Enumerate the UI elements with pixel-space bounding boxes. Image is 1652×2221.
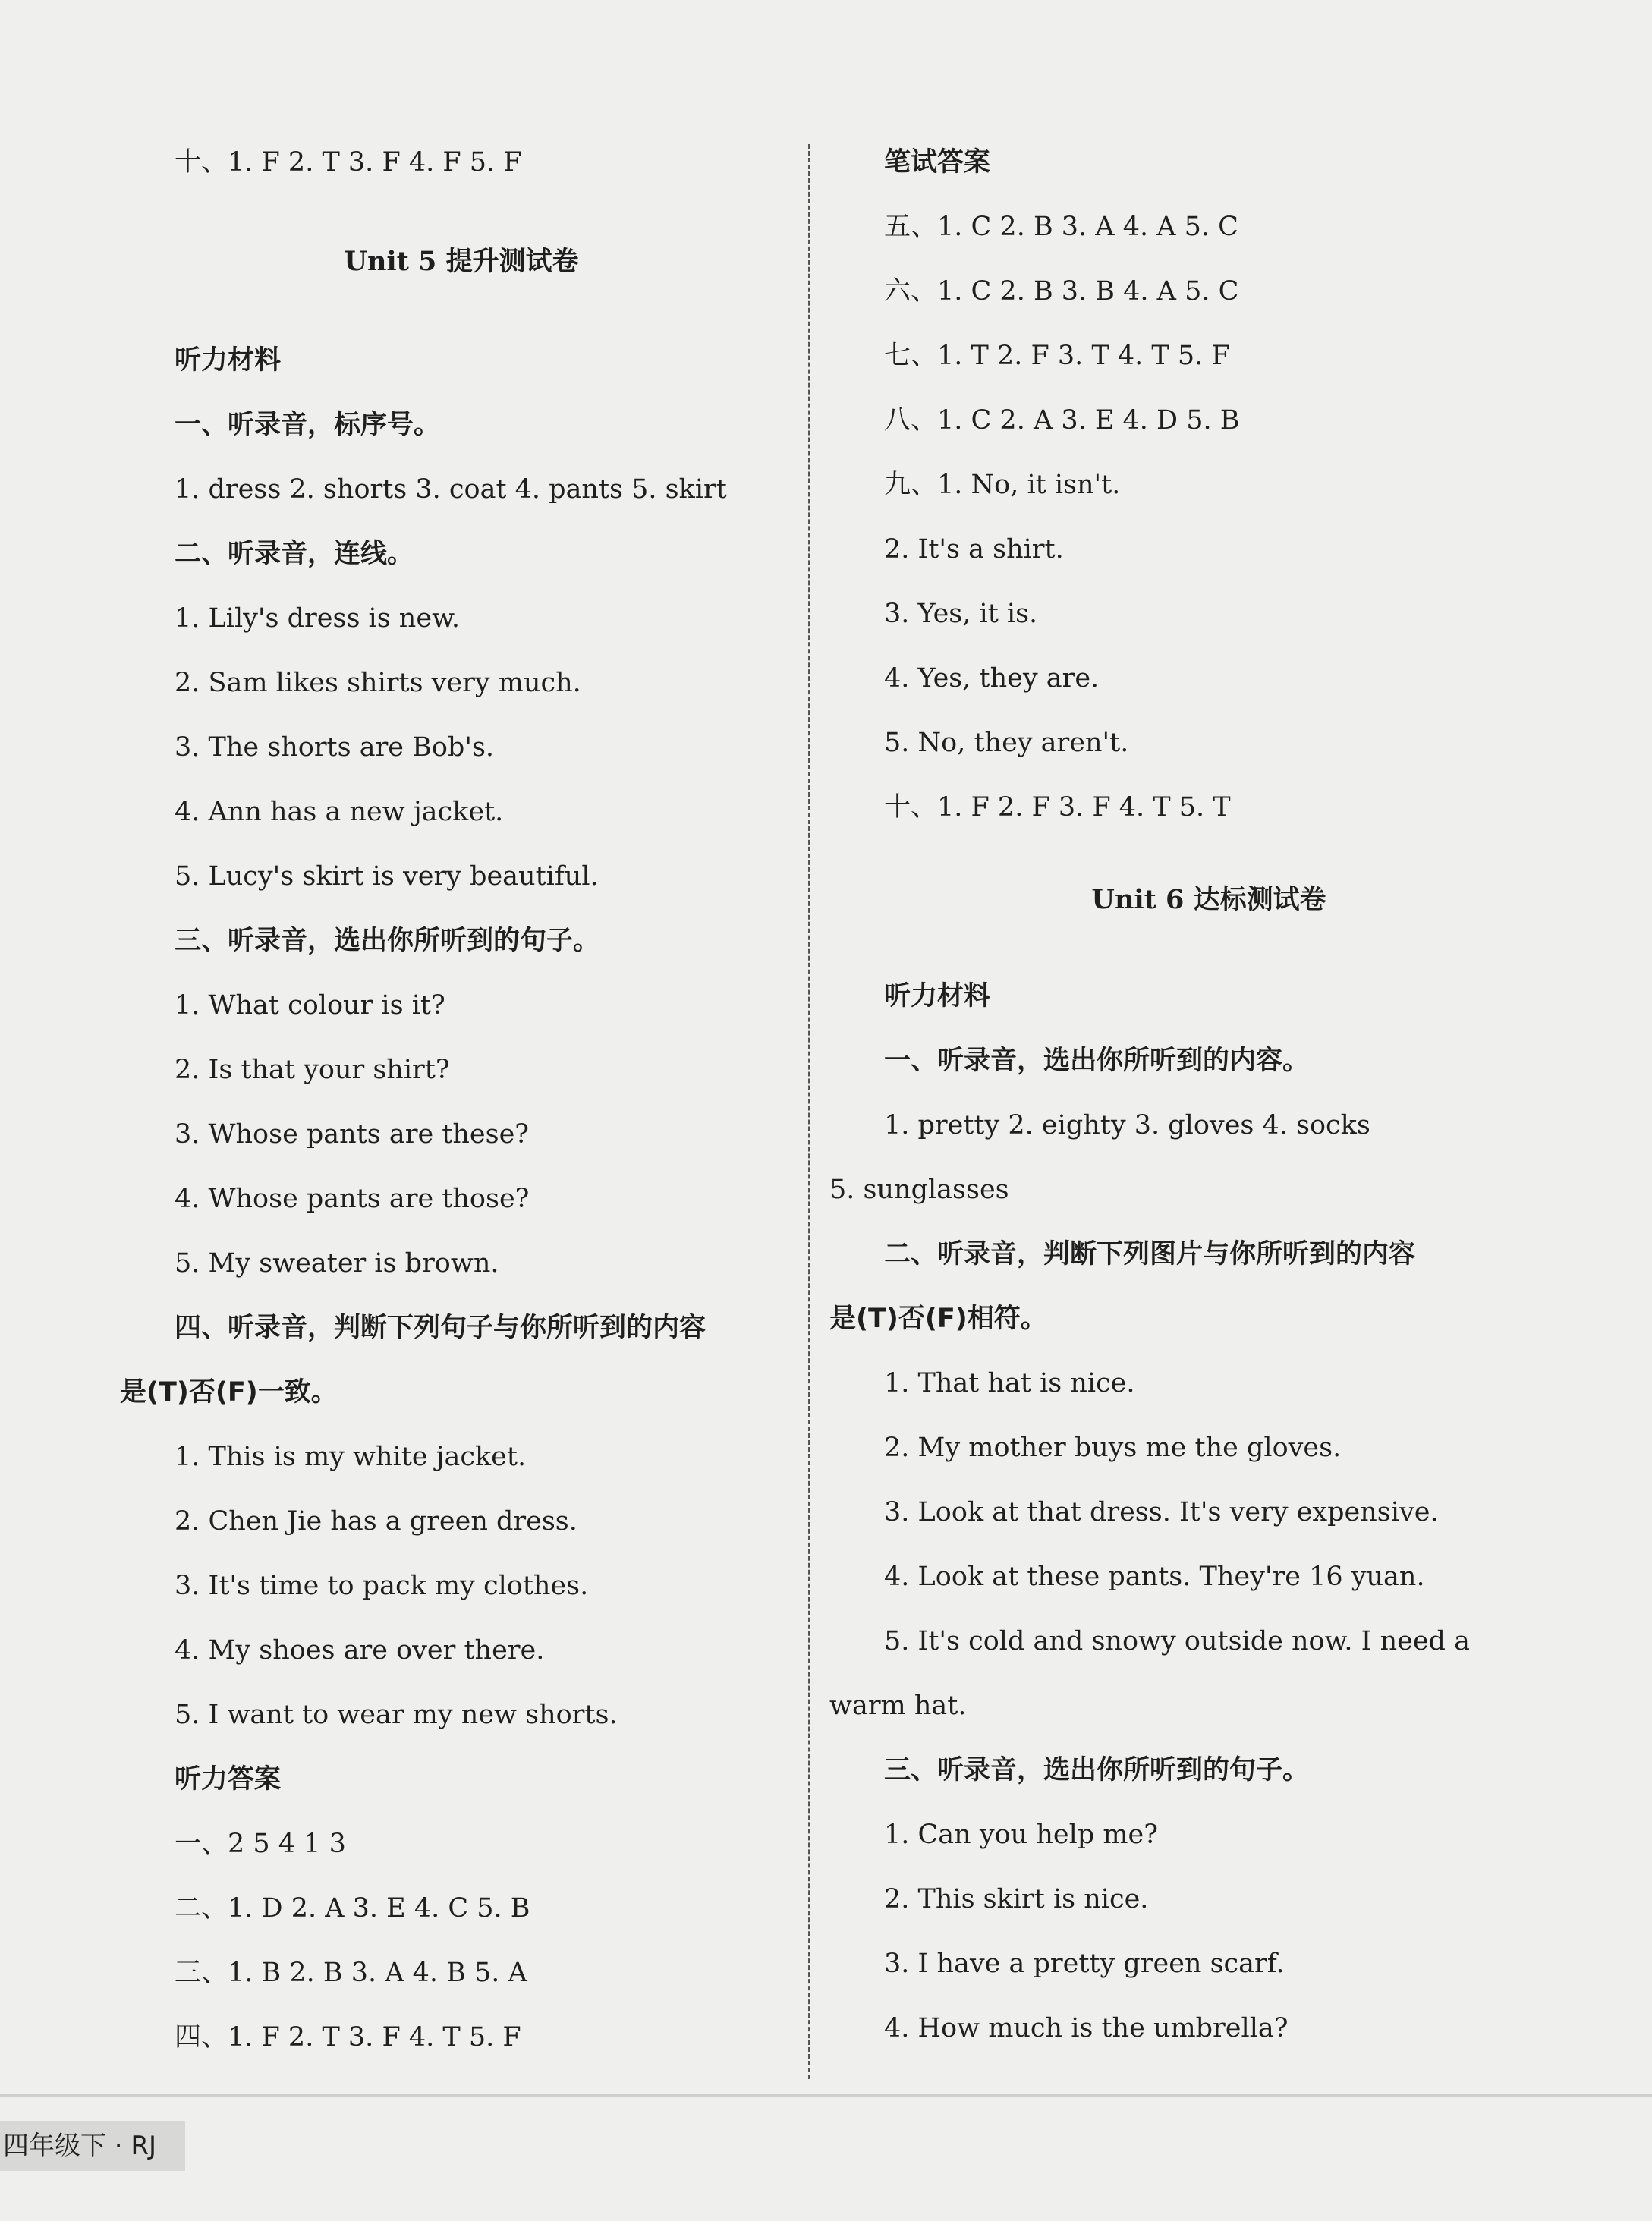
right-line-13: 一、听录音，选出你所听到的内容。 — [884, 1046, 1310, 1076]
column-divider — [808, 144, 810, 2079]
right-line-9: 5. No, they aren't. — [884, 728, 1129, 758]
right-line-15: 5. sunglasses — [829, 1175, 1009, 1205]
left-line-7: 2. Sam likes shirts very much. — [175, 668, 581, 698]
right-line-28: 4. How much is the umbrella? — [884, 2013, 1289, 2043]
left-line-0: 十、1. F 2. T 3. F 4. F 5. F — [175, 147, 522, 178]
left-line-13: 2. Is that your shirt? — [175, 1055, 450, 1085]
left-line-28: 四、1. F 2. T 3. F 4. T 5. F — [175, 2022, 521, 2053]
right-line-4: 八、1. C 2. A 3. E 4. D 5. B — [884, 405, 1240, 436]
left-line-18: 是(T)否(F)一致。 — [120, 1377, 338, 1408]
left-line-26: 二、1. D 2. A 3. E 4. C 5. B — [175, 1893, 530, 1924]
left-line-8: 3. The shorts are Bob's. — [175, 732, 495, 763]
left-line-11: 三、听录音，选出你所听到的句子。 — [175, 926, 600, 956]
right-line-24: 三、听录音，选出你所听到的句子。 — [884, 1755, 1310, 1785]
right-line-6: 2. It's a shirt. — [884, 534, 1064, 565]
right-line-18: 1. That hat is nice. — [884, 1368, 1135, 1398]
right-line-27: 3. I have a pretty green scarf. — [884, 1949, 1285, 1979]
right-line-22: 5. It's cold and snowy outside now. I need a — [884, 1626, 1470, 1656]
left-line-15: 4. Whose pants are those? — [175, 1184, 530, 1214]
right-line-23: warm hat. — [829, 1691, 967, 1721]
left-line-2: 听力材料 — [175, 345, 282, 376]
left-line-25: 一、2 5 4 1 3 — [175, 1829, 346, 1859]
left-line-3: 一、听录音，标序号。 — [175, 410, 441, 440]
right-line-5: 九、1. No, it isn't. — [884, 470, 1121, 500]
left-line-23: 5. I want to wear my new shorts. — [175, 1700, 618, 1730]
left-line-9: 4. Ann has a new jacket. — [175, 797, 504, 827]
right-line-0: 笔试答案 — [884, 147, 991, 178]
right-line-14: 1. pretty 2. eighty 3. gloves 4. socks — [884, 1110, 1370, 1140]
right-line-1: 五、1. C 2. B 3. A 4. A 5. C — [884, 212, 1238, 242]
left-line-14: 3. Whose pants are these? — [175, 1119, 530, 1150]
left-line-5: 二、听录音，连线。 — [175, 539, 414, 569]
right-line-3: 七、1. T 2. F 3. T 4. T 5. F — [884, 341, 1230, 371]
right-line-11: Unit 6 达标测试卷 — [1091, 884, 1326, 915]
right-line-25: 1. Can you help me? — [884, 1820, 1158, 1850]
left-line-24: 听力答案 — [175, 1764, 282, 1795]
left-line-17: 四、听录音，判断下列句子与你所听到的内容 — [175, 1313, 706, 1343]
left-line-19: 1. This is my white jacket. — [175, 1442, 527, 1472]
right-line-7: 3. Yes, it is. — [884, 599, 1038, 629]
right-line-17: 是(T)否(F)相符。 — [829, 1304, 1047, 1334]
left-line-1: Unit 5 提升测试卷 — [344, 246, 579, 277]
right-line-19: 2. My mother buys me the gloves. — [884, 1433, 1342, 1463]
right-line-12: 听力材料 — [884, 981, 991, 1011]
right-line-10: 十、1. F 2. F 3. F 4. T 5. T — [884, 792, 1231, 823]
right-line-8: 4. Yes, they are. — [884, 663, 1100, 694]
right-line-2: 六、1. C 2. B 3. B 4. A 5. C — [884, 276, 1239, 307]
left-line-12: 1. What colour is it? — [175, 990, 445, 1021]
left-line-6: 1. Lily's dress is new. — [175, 603, 460, 634]
footer-label: 四年级下 · RJ — [0, 2121, 185, 2171]
right-line-26: 2. This skirt is nice. — [884, 1884, 1149, 1914]
left-line-4: 1. dress 2. shorts 3. coat 4. pants 5. skirt — [175, 474, 727, 505]
right-line-21: 4. Look at these pants. They're 16 yuan. — [884, 1562, 1425, 1592]
left-line-10: 5. Lucy's skirt is very beautiful. — [175, 861, 599, 892]
left-line-22: 4. My shoes are over there. — [175, 1635, 545, 1666]
footer-rule — [0, 2094, 1652, 2097]
right-line-20: 3. Look at that dress. It's very expensive. — [884, 1497, 1439, 1527]
right-line-16: 二、听录音，判断下列图片与你所听到的内容 — [884, 1239, 1416, 1269]
left-line-20: 2. Chen Jie has a green dress. — [175, 1506, 577, 1537]
left-line-21: 3. It's time to pack my clothes. — [175, 1571, 589, 1601]
left-line-27: 三、1. B 2. B 3. A 4. B 5. A — [175, 1958, 527, 1988]
left-line-16: 5. My sweater is brown. — [175, 1248, 499, 1279]
